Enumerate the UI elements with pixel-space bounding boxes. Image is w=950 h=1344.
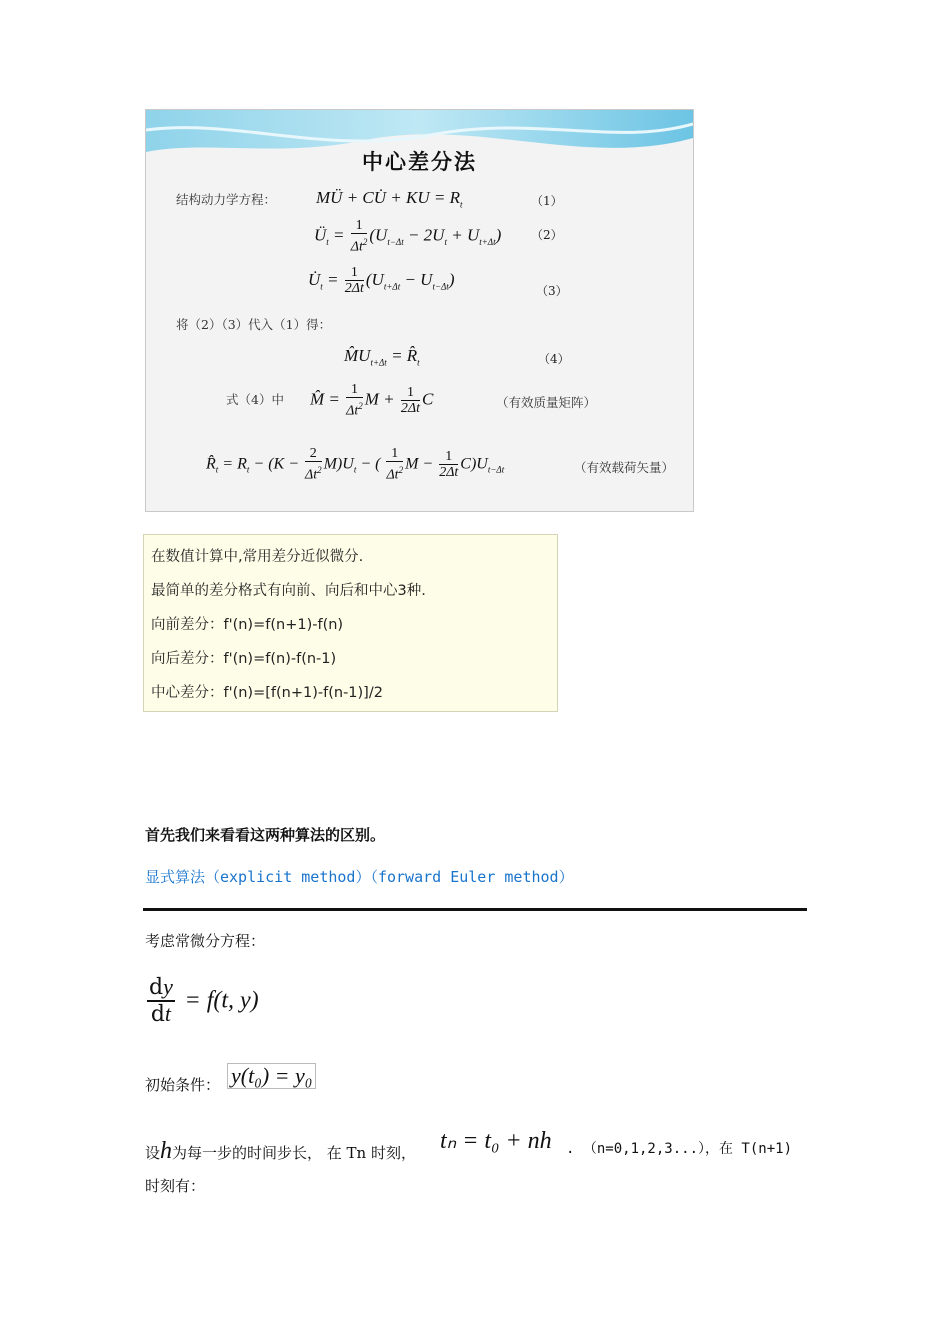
equation-4-number: （4）	[538, 352, 570, 366]
note-line: 最简单的差分格式有向前、向后和中心3种.	[151, 583, 426, 599]
consider-label: 考虑常微分方程：	[145, 932, 266, 950]
equation-label: 结构动力学方程：	[176, 192, 277, 207]
in-equation-4-label: 式（4）中	[226, 392, 284, 407]
rhat-equation: $R̂_t = R_t - (K$ − $\frac{2}{\Delta t^2}$ $M)U_t$ − ( $\frac{1}{\Delta t^2}$ M − $\frac{1}{2\Delta t}$ $C)U_{t-\Delta t}$	[206, 446, 505, 483]
mhat-note: （有效质量矩阵）	[496, 395, 597, 410]
equation-3-number: （3）	[536, 284, 568, 298]
central-difference-slide	[145, 109, 694, 512]
ode-equation: $\frac{dy}{dt}$ = f(t, y)	[149, 974, 259, 1027]
equation-1-number: （1）	[531, 194, 563, 208]
step-suffix: . （n=0,1,2,3...），在 T(n+1)	[566, 1141, 793, 1157]
equation-4: $M̂U_{t+\Delta t}$ = $R̂_t$	[344, 346, 420, 368]
divider	[143, 908, 807, 911]
note-line: 在数值计算中,常用差分近似微分.	[151, 549, 364, 565]
equation-3: $U̇_t$ = $\frac{1}{2\Delta t}$ $(U_{t+\Delta t} - U_{t-\Delta t})$	[308, 265, 455, 296]
equation-2-number: （2）	[531, 228, 563, 242]
initial-condition-equation: y(t₀) = y₀	[227, 1063, 316, 1089]
explicit-method-heading[interactable]: 显式算法（explicit method）（forward Euler method）	[145, 868, 574, 886]
equation-2: $Ü_t$ = $\frac{1}{\Delta t^2}$ $(U_{t-\Delta t} - 2U_t + U_{t+\Delta t})$	[314, 218, 502, 255]
intro-text: 首先我们来看看这两种算法的区别。	[145, 826, 386, 844]
note-line: 向后差分：f'(n)=f(n)-f(n-1)	[151, 651, 337, 667]
step-equation: tₙ = t₀ + nh	[440, 1128, 552, 1154]
mhat-equation: M̂ = $\frac{1}{\Delta t^2}$ M + $\frac{1}{2\Delta t}$ C	[310, 382, 434, 419]
substitute-label: 将（2）（3）代入（1）得：	[176, 317, 332, 332]
initial-condition-label: 初始条件：	[145, 1076, 221, 1094]
slide-title: 中心差分法	[362, 150, 477, 174]
difference-formulas-box	[143, 534, 558, 712]
step-line-2: 时刻有：	[145, 1177, 206, 1195]
note-line: 向前差分：f'(n)=f(n+1)-f(n)	[151, 617, 344, 633]
step-line: 设h为每一步的时间步长， 在 Tn 时刻，	[145, 1138, 416, 1164]
note-line: 中心差分：f'(n)=[f(n+1)-f(n-1)]/2	[151, 685, 383, 701]
rhat-note: （有效载荷矢量）	[574, 460, 675, 475]
equation-1: MÜ + CU̇ + KU = $R_t$	[316, 188, 463, 210]
